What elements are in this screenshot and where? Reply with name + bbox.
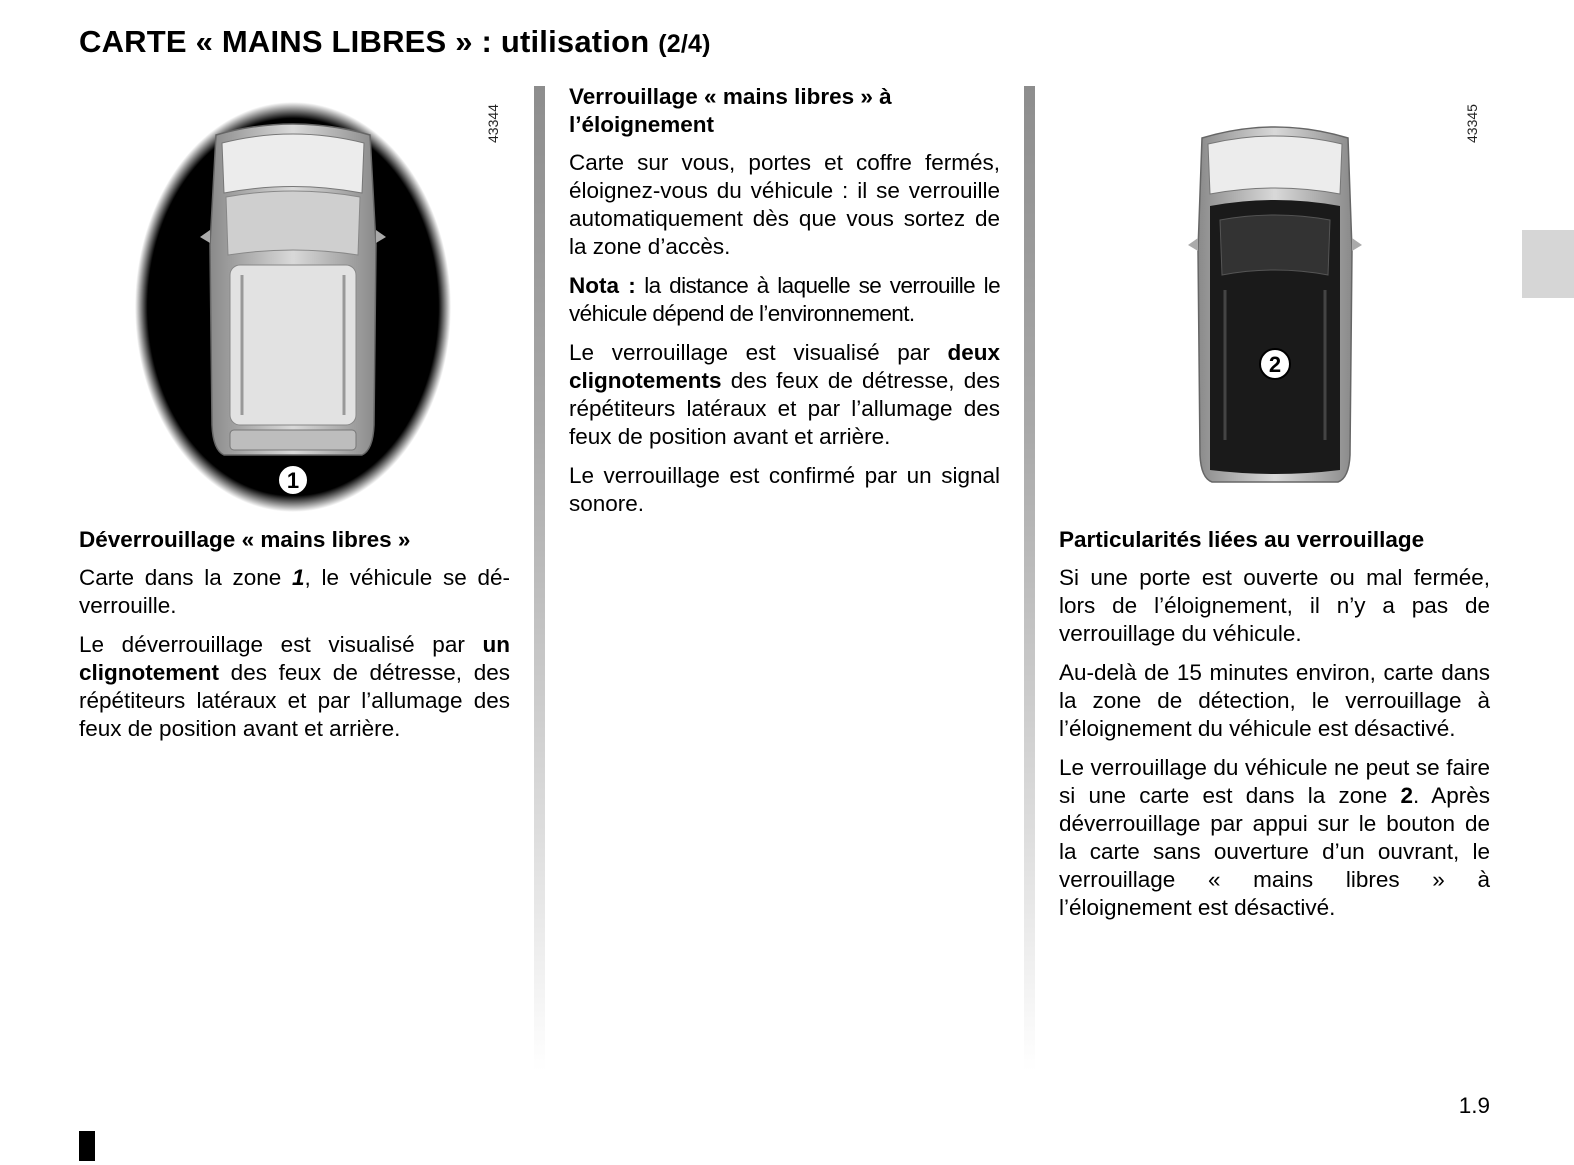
unlock-paragraph-1 <box>79 564 510 620</box>
figure-2-reference: 43345 <box>1464 104 1480 143</box>
page-number: 1.9 <box>1458 1093 1490 1118</box>
chapter-tab-marker <box>1522 230 1574 298</box>
text: Le verrouillage est visualisé par <box>569 340 948 365</box>
text: des feux de détresse, des répétiteurs latéraux et par l’allumage des feux de position avant et arrière. <box>569 368 1000 449</box>
car-zone-1-illustration <box>130 95 460 520</box>
figure-lock-zone <box>1180 110 1370 505</box>
text: , le véhicule se déverrouille. <box>79 565 510 618</box>
text: . Après déverrouillage par appui sur le bouton de la carte sans ouverture d’un ouvrant, le verrouillage « mains libres » à l’éloignement est désactivé. <box>1059 783 1490 920</box>
text: Carte dans la zone <box>79 565 292 590</box>
column-divider-2 <box>1024 86 1035 1071</box>
car-zone-2-illustration <box>1180 110 1370 500</box>
zone-2-label: 2 <box>1268 352 1282 377</box>
figure-1-reference: 43344 <box>485 104 501 143</box>
zone-ref: 2 <box>1400 783 1413 808</box>
page-title <box>79 24 711 60</box>
nota-label: Nota : <box>569 273 636 298</box>
text: des feux de détresse, des répétiteurs latéraux et par l’allumage des feux de position avant et arrière. <box>79 660 510 741</box>
page-title-text: CARTE « MAINS LIBRES » : utilisation <box>79 24 650 59</box>
particulars-paragraph-2: Au-delà de 15 minutes environ, carte dans la zone de détection, le verrouillage à l’éloignement du véhicule est désactivé. <box>1059 660 1490 741</box>
emphasis: un clignotement <box>79 632 510 685</box>
section-unlock <box>79 526 510 754</box>
section-lock-particulars <box>1059 526 1490 933</box>
text: la distance à laquelle se verrouille le véhicule dépend de l’environnement. <box>569 273 1000 326</box>
corner-mark <box>79 1131 95 1161</box>
text: Le verrouillage du véhicule ne peut se faire si une carte est dans la zone <box>1059 755 1490 808</box>
lock-away-paragraph-1: Carte sur vous, portes et coffre fermés, éloignez-vous du véhicule : il se verrouille automatiquement dès que vous sortez de la zone d’accès. <box>569 150 1000 259</box>
unlock-heading: Déverrouillage « mains libres » <box>79 527 411 552</box>
column-divider-1 <box>534 86 545 1071</box>
unlock-paragraph-2 <box>79 631 510 743</box>
section-lock-away <box>569 83 1000 529</box>
nota-paragraph <box>569 272 1000 328</box>
lock-away-paragraph-3 <box>569 339 1000 451</box>
zone-1-label: 1 <box>286 468 300 493</box>
lock-away-heading: Verrouillage « mains libres » à l’éloignement <box>569 84 892 137</box>
page-title-suffix: (2/4) <box>658 30 711 58</box>
particulars-heading: Particularités liées au verrouillage <box>1059 527 1425 552</box>
emphasis: deux clignotements <box>569 340 1000 393</box>
text: Le déverrouillage est visualisé par <box>79 632 483 657</box>
figure-unlock-zone <box>130 95 460 525</box>
lock-away-paragraph-4: Le verrouillage est confirmé par un signal sonore. <box>569 463 1000 516</box>
particulars-paragraph-3 <box>1059 754 1490 922</box>
zone-ref: 1 <box>291 565 305 590</box>
particulars-paragraph-1: Si une porte est ouverte ou mal fermée, lors de l’éloignement, il n’y a pas de verrouillage du véhicule. <box>1059 565 1490 646</box>
